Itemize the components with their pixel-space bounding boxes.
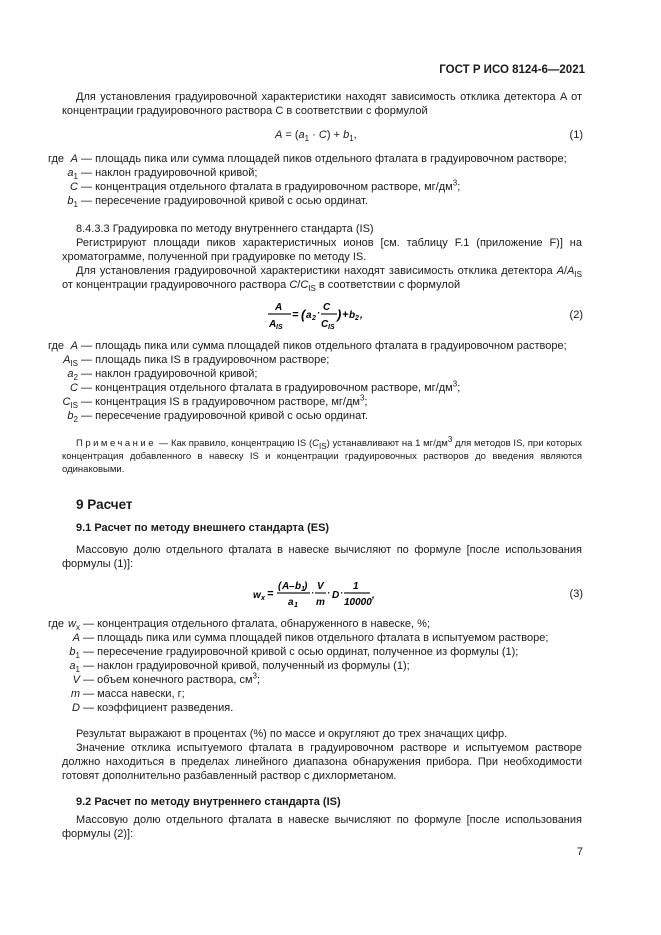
definition-row [48,339,567,353]
definition-text: — наклон градуировочной кривой; [78,167,258,179]
definition-symbol: $C_{IS}$ [62,396,78,411]
definition-symbol: $b_1$ [67,195,78,210]
svg-text:(: ( [301,307,306,322]
definition-row [48,673,260,687]
definition-symbol: A [70,153,78,165]
definition-row [48,353,329,367]
svg-text:1: 1 [353,581,359,592]
svg-text:(: ( [278,581,282,592]
definition-symbol: $b_2$ [67,410,78,425]
definition-row [48,631,548,645]
section-92-title: 9.2 Расчет по методу внутреннего стандарта (IS) [76,796,341,808]
section-9-title: 9 Расчет [76,497,133,512]
formula-1-number: (1) [569,129,583,141]
definition-text: — площадь пика или сумма площадей пиков отдельного фталата в градуировочном растворе; [78,153,567,165]
svg-text:–: – [289,581,295,592]
definition-symbol: A [72,632,80,644]
definition-row [48,180,460,194]
section-91-title: 9.1 Расчет по методу внешнего стандарта (ES) [76,522,330,534]
definition-text: — концентрация отдельного фталата, обнаруженного в навеске, %; [80,618,430,630]
definition-symbol: $a_2$ [67,368,78,383]
result-paragraph-2: Значение отклика испытуемого фталата в градуировочном растворе и испытуемом растворе должно находиться в пределах линейного диапазона обнаружения прибора. При необходимости готовят дополнительно разбавленный раствор с дихлорметаном. [62,742,582,782]
section-92-paragraph: Массовую долю отдельного фталата в навеске вычисляют по формуле [после использования формулы (2)]: [62,814,582,840]
formula-2-number: (2) [569,309,583,321]
definition-symbol: V [72,674,80,686]
definition-symbol: $A_{IS}$ [63,354,78,369]
formula-3-number: (3) [569,588,583,600]
page-number: 7 [576,846,583,858]
formula-2 [265,298,365,336]
section-8433-title: 8.4.3.3 Градуировка по методу внутреннего стандарта (IS) [76,223,374,235]
definition-prefix: где [48,153,65,165]
definition-text: — концентрация отдельного фталата в градуировочном растворе, $мг/дм^3$; [78,379,461,394]
svg-text:): ) [304,581,308,592]
definition-row [48,659,410,673]
definition-row [48,166,257,180]
svg-text:,: , [360,310,363,321]
svg-text:C: C [321,319,329,330]
svg-text:1: 1 [301,586,305,593]
svg-text:A: A [269,319,277,330]
definition-text: — площадь пика IS в градуировочном растворе; [78,354,330,366]
svg-text:10000: 10000 [344,597,372,608]
svg-text:b: b [295,581,302,592]
definition-row [48,152,567,166]
definition-row [48,645,518,659]
svg-text:2: 2 [312,315,316,322]
svg-text:IS: IS [328,324,335,331]
svg-text:1: 1 [294,602,298,609]
definition-prefix: где [48,340,65,352]
svg-text:D: D [332,590,340,601]
svg-text:a: a [288,597,294,608]
svg-text:+: + [342,309,349,321]
definition-row [48,409,368,423]
definition-symbol: A [70,340,78,352]
definition-symbol: $b_1$ [69,646,80,661]
svg-text:,: , [372,590,375,601]
note-label: Примечание [76,438,156,449]
definition-symbol: $w_x$ [68,618,80,633]
definition-row [48,395,367,409]
definition-row [48,687,185,701]
svg-text:·: · [317,308,320,318]
definition-row [48,194,368,208]
definition-text: — пересечение градуировочной кривой с осью ординат, полученное из формулы (1); [80,646,519,658]
definition-prefix: где [48,618,65,630]
formula-1: $A = (a_1 \cdot C) + b_1$, [275,129,357,144]
definition-row [48,367,257,381]
definition-text: — площадь пика или сумма площадей пиков отдельного фталата в испытуемом растворе; [80,632,549,644]
definition-text: — площадь пика или сумма площадей пиков отдельного фталата в градуировочном растворе; [78,340,567,352]
definition-text: — наклон градуировочной кривой; [78,368,258,380]
svg-text:·: · [311,588,314,598]
svg-text:b: b [349,310,356,321]
definition-text: — концентрация IS в градуировочном растворе, $мг/дм^3$; [78,393,368,408]
svg-text:·: · [327,588,330,598]
definition-symbol: m [70,688,80,700]
definition-text: — концентрация отдельного фталата в градуировочном растворе, $мг/дм^3$; [78,178,461,193]
definition-text: — масса навески, г; [80,688,185,700]
note: Примечание — Как правило, концентрацию IS $(C_{IS})$ устанавливают на 1 $мг/дм^3$ для методов IS, при которых концентрация добавленного в навеску IS и концентрации градуировочных растворов до введения являются одинаковыми. [62,434,582,475]
svg-text:A: A [282,581,290,592]
definition-text: — коэффициент разведения. [80,702,234,714]
intro-paragraph: Для установления градуировочной характеристики находят зависимость отклика детектора A от концентрации градуировочного раствора C в соответствии с формулой [62,91,582,117]
svg-text:2: 2 [355,315,359,322]
definition-text: — наклон градуировочной кривой, полученный из формулы (1); [80,660,410,672]
section-91-paragraph: Массовую долю отдельного фталата в навеске вычисляют по формуле [после использования формулы (1)]: [62,544,582,570]
definition-symbol: D [72,702,80,714]
svg-text:x: x [261,595,265,602]
definition-symbol: C [70,181,78,193]
definition-row [48,381,460,395]
definition-symbol: C [70,382,78,394]
svg-text:m: m [316,597,325,608]
section-8433-paragraph-2: Для установления градуировочной характеристики находят зависимость отклика детектора $A/A_{IS}$ от концентрации градуировочного раствора $C/C_{IS}$ в соответствии с формулой [62,265,582,294]
definition-text: — объем конечного раствора, $см^3$; [80,671,261,686]
definition-symbol: $a_1$ [67,167,78,182]
svg-text:A: A [275,302,283,313]
svg-text:w: w [253,590,261,601]
svg-text:C: C [323,302,331,313]
svg-text:V: V [317,581,324,592]
definition-row [48,701,233,715]
svg-text:=: = [292,309,299,321]
svg-text:=: = [267,588,274,600]
svg-text:a: a [306,310,312,321]
result-paragraph-1: Результат выражают в процентах (%) по массе и округляют до трех значащих цифр. [76,728,508,740]
formula-3 [253,576,379,614]
svg-text:·: · [340,588,343,598]
svg-text:): ) [337,307,342,322]
document-id: ГОСТ Р ИСО 8124-6—2021 [439,64,585,76]
section-8433-paragraph-1: Регистрируют площади пиков характеристичных ионов [см. таблицу F.1 (приложение F)] на хроматограмме, полученной при градуировке по методу IS. [62,237,582,263]
definition-symbol: $a_1$ [69,660,80,675]
definition-text: — пересечение градуировочной кривой с осью ординат. [78,195,368,207]
definition-row [48,617,430,631]
svg-text:IS: IS [276,324,283,331]
definition-text: — пересечение градуировочной кривой с осью ординат. [78,410,368,422]
